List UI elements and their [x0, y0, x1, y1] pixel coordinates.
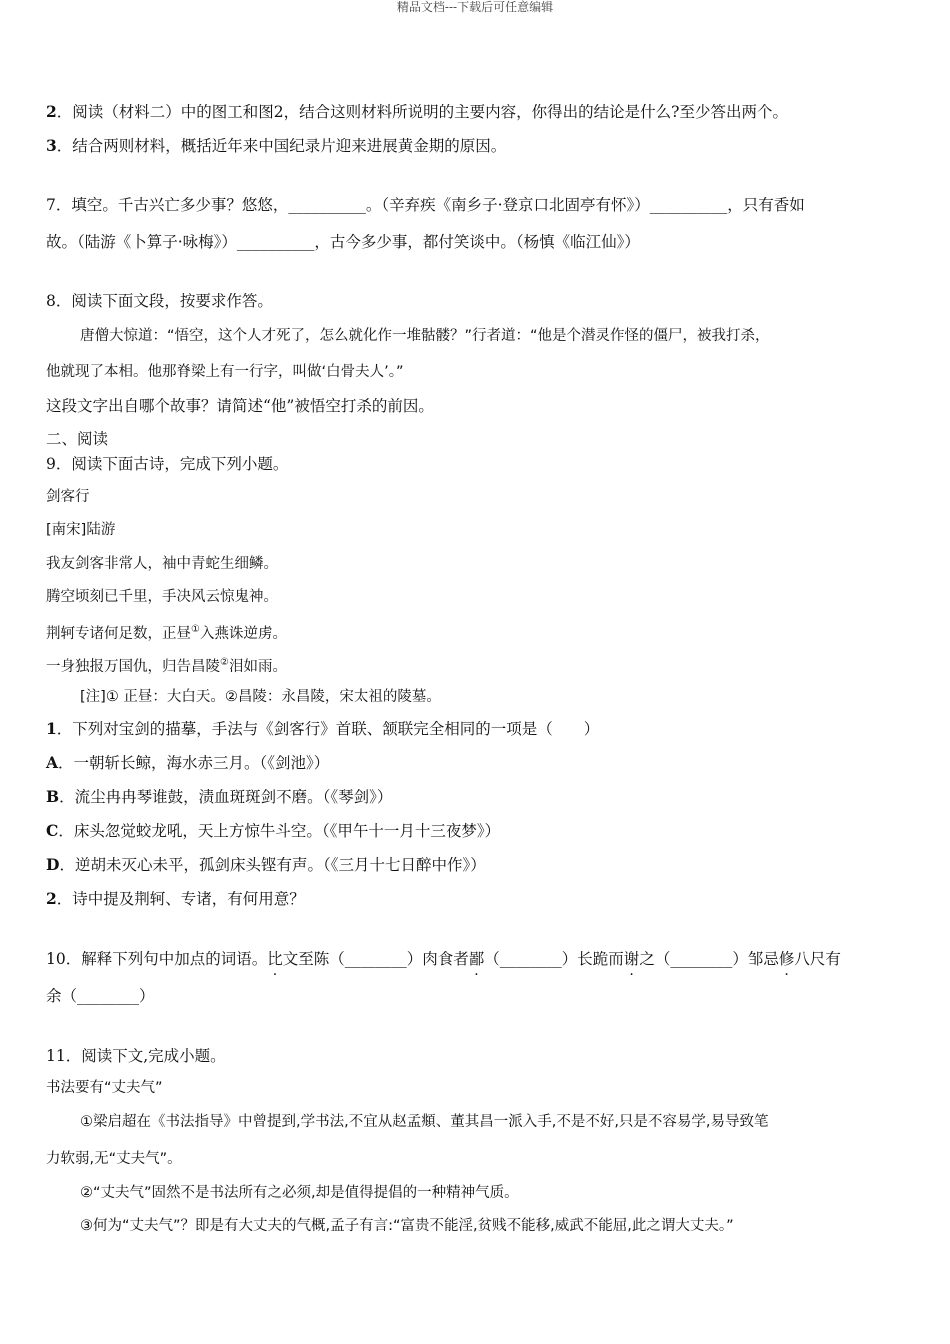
poem-title: 剑客行 [46, 489, 90, 505]
question-7-line1: 7．填空。千古兴亡多少事？悠悠，__________。（辛弃疾《南乡子·登京口北固亭有怀》）__________，只有香如 [46, 196, 805, 214]
poem-note: [注]① 正昼：大白天。②昌陵：永昌陵，宋太祖的陵墓。 [80, 689, 441, 705]
poem-line-1: 我友剑客非常人，袖中青蛇生细鳞。 [46, 556, 278, 572]
poem-author: [南宋]陆游 [46, 522, 116, 538]
question-10-line2: 余（________） [46, 987, 155, 1005]
question-8-title: 8．阅读下面文段，按要求作答。 [46, 292, 273, 310]
poem-line-3: 荆轲专诸何足数，正昼①入燕诛逆虏。 [46, 624, 287, 642]
essay-paragraph-1-line1: ①梁启超在《书法指导》中曾提到,学书法,不宜从赵孟頫、董其昌一派入手,不是不好,只是不容易学,易导致笔 [80, 1114, 769, 1130]
essay-paragraph-2: ②“丈夫气”固然不是书法所有之必须,却是值得提倡的一种精神气质。 [80, 1185, 519, 1201]
question-8-question: 这段文字出自哪个故事？请简述“他”被悟空打杀的前因。 [46, 397, 434, 415]
poem-line-4: 一身独报万国仇，归告昌陵②泪如雨。 [46, 657, 287, 675]
question-9-title: 9．阅读下面古诗，完成下列小题。 [46, 455, 289, 473]
essay-paragraph-1-line2: 力软弱,无“丈夫气”。 [46, 1151, 182, 1167]
option-a: A．一朝斩长鲸，海水赤三月。（《剑池》） [46, 753, 330, 772]
question-7-line2: 故。（陆游《卜算子·咏梅》）__________，古今多少事，都付笑谈中。（杨慎《临江仙》） [46, 233, 640, 251]
question-3: 3．结合两则材料，概括近年来中国纪录片迎来进展黄金期的原因。 [46, 136, 507, 155]
essay-paragraph-3: ③何为“丈夫气”？即是有大丈夫的气概,孟子有言:“富贵不能淫,贫贱不能移,威武不能屈,此之谓大丈夫。” [80, 1218, 734, 1234]
question-2: 2．阅读（材料二）中的图工和图2，结合这则材料所说明的主要内容，你得出的结论是什么?至少答出两个。 [46, 102, 788, 121]
question-8-passage-line1: 唐僧大惊道：“悟空，这个人才死了，怎么就化作一堆骷髅？”行者道：“他是个潜灵作怪的僵尸，被我打杀， [80, 328, 770, 344]
sub-question-1: 1．下列对宝剑的描摹，手法与《剑客行》首联、颔联完全相同的一项是（ ） [46, 719, 600, 738]
option-b: B．流尘冉冉琴谁鼓，渍血斑斑剑不磨。（《琴剑》） [46, 787, 393, 806]
footnote-marker: ① [191, 624, 200, 635]
question-10-line1: 10．解释下列句中加点的词语。比文至陈（________）肉食者鄙（________）长跪而谢之（________）邹忌修八尺有 [46, 950, 841, 968]
poem-line-2: 腾空顷刻已千里，手决风云惊鬼神。 [46, 589, 278, 605]
option-c: C．床头忽觉蛟龙吼，天上方惊牛斗空。（《甲午十一月十三夜梦》） [46, 821, 501, 840]
sub-question-2: 2．诗中提及荆轲、专诸，有何用意？ [46, 889, 305, 908]
footnote-marker: ② [220, 657, 229, 668]
question-11-title: 11．阅读下文,完成小题。 [46, 1047, 226, 1065]
option-d: D．逆胡未灭心未平，孤剑床头铿有声。（《三月十七日醉中作》） [46, 855, 486, 874]
essay-title: 书法要有“丈夫气” [46, 1080, 163, 1096]
section-heading-reading: 二、阅读 [46, 430, 109, 448]
question-8-passage-line2: 他就现了本相。他那脊梁上有一行字，叫做‘白骨夫人’。” [46, 364, 404, 380]
page-header: 精品文档---下载后可任意编辑 [396, 0, 554, 14]
